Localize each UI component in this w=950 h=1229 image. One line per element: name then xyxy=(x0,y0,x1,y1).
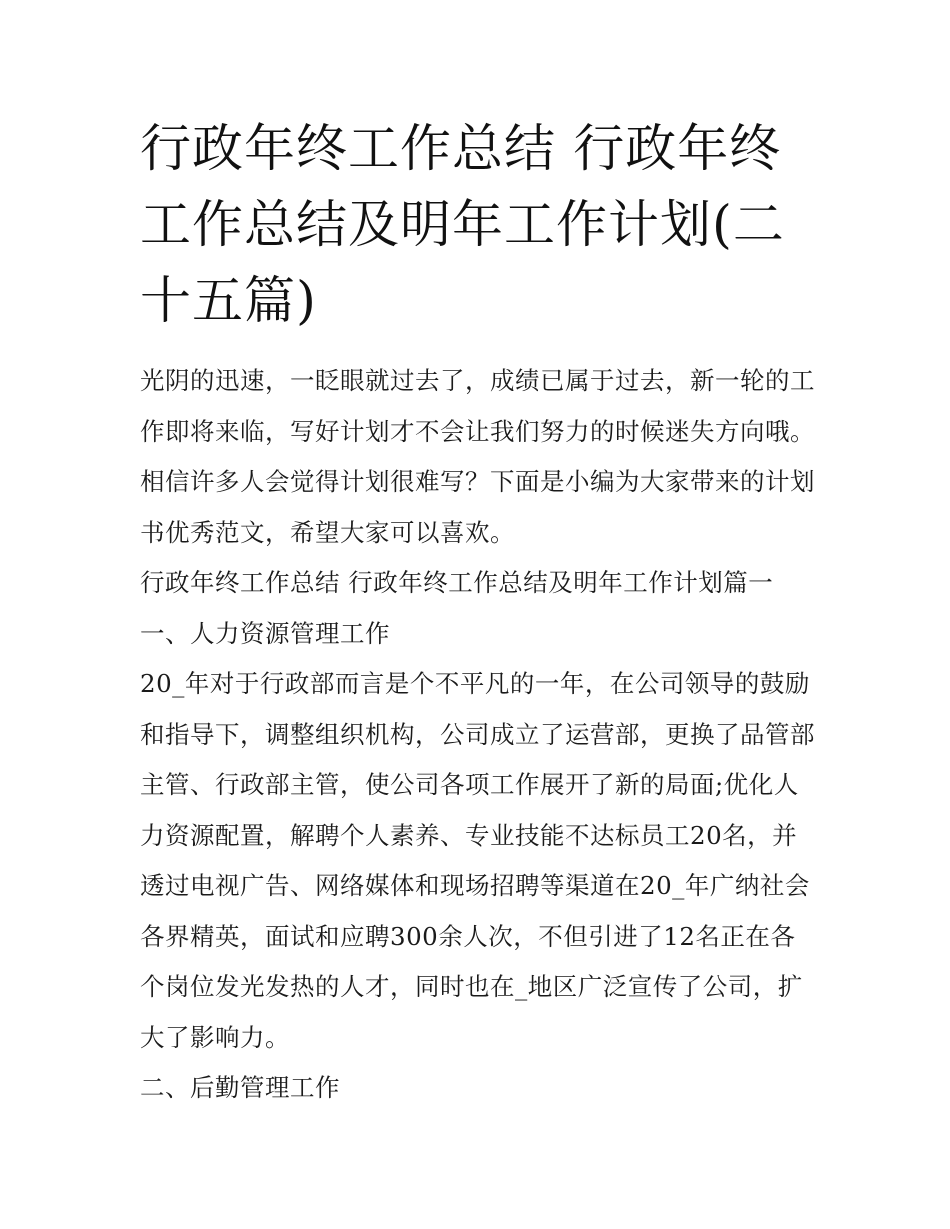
document-content xyxy=(140,112,820,1114)
section-heading-part-one: 行政年终工作总结 行政年终工作总结及明年工作计划篇一 xyxy=(140,568,774,597)
section-heading-hr-management: 一、人力资源管理工作 xyxy=(140,618,390,648)
document-body xyxy=(140,356,820,1114)
intro-paragraph: 光阴的迅速，一眨眼就过去了，成绩已属于过去，新一轮的工作即将来临，写好计划才不会让我们努力的时候迷失方向哦。相信许多人会觉得计划很难写？下面是小编为大家带来的计划书优秀范文，希望大家可以喜欢。 xyxy=(140,366,815,547)
section-heading-logistics-management: 二、后勤管理工作 xyxy=(140,1073,340,1102)
document-title: 行政年终工作总结 行政年终工作总结及明年工作计划(二十五篇) xyxy=(140,120,785,331)
hr-management-paragraph: 20_年对于行政部而言是个不平凡的一年，在公司领导的鼓励和指导下，调整组织机构，公司成立了运营部，更换了品管部主管、行政部主管，使公司各项工作展开了新的局面;优化人力资源配置，解聘个人素养、专业技能不达标员工20名，并透过电视广告、网络媒体和现场招聘等渠道在20_年广纳社会各界精英，面试和应聘300余人次，不但引进了12名正在各个岗位发光发热的人才，同时也在_地区广泛宣传了公司，扩大了影响力。 xyxy=(140,669,815,1052)
